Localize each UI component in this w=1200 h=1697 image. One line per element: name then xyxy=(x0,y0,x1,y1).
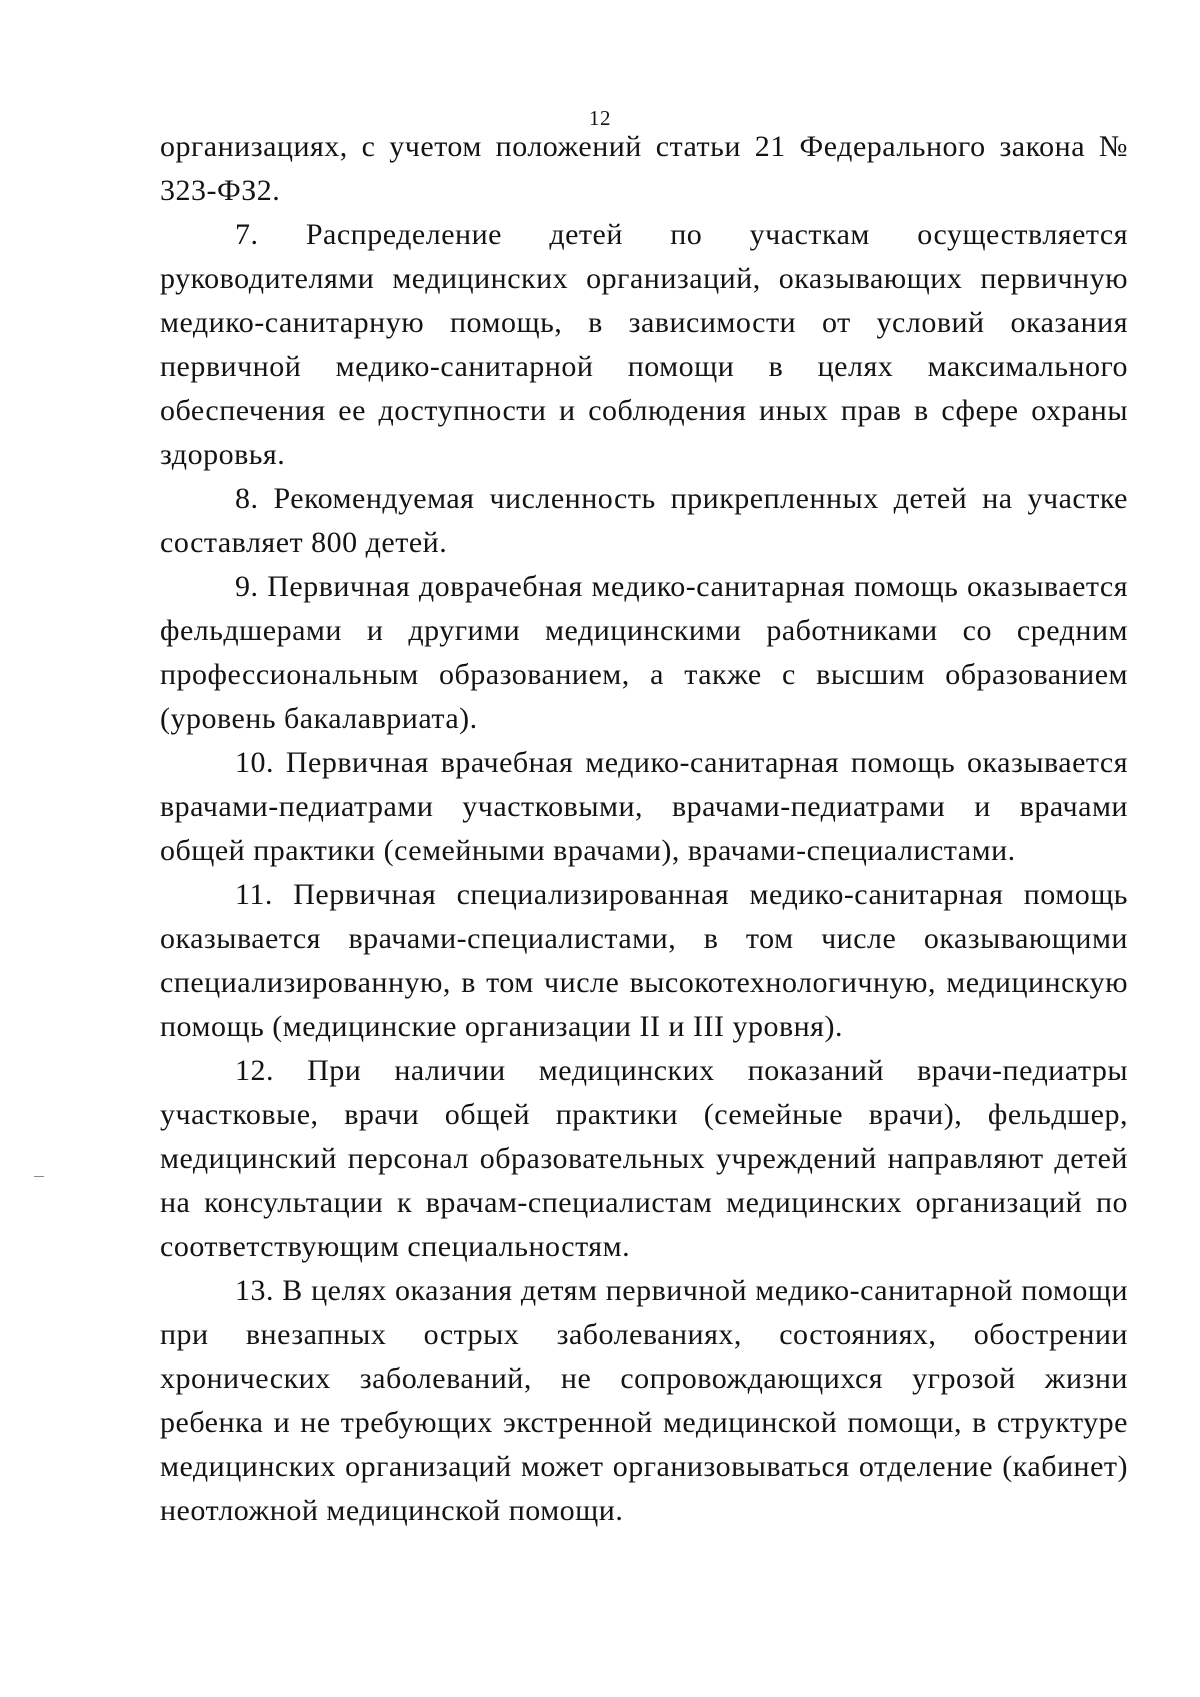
document-body xyxy=(160,125,1128,1533)
paragraph-item-13: 13. В целях оказания детям первичной медико-санитарной помощи при внезапных острых заболеваниях, состояниях, обострении хронических заболеваний, не сопровождающихся угрозой жизни ребенка и не требующих экстренной медицинской помощи, в структуре медицинских организаций может организовываться отделение (кабинет) неотложной медицинской помощи. xyxy=(160,1274,1128,1527)
paragraph-item-9: 9. Первичная доврачебная медико-санитарная помощь оказывается фельдшерами и другими медицинскими работниками со средним профессиональным образованием, а также с высшим образованием (уровень бакалавриата). xyxy=(160,570,1128,735)
paragraph-item-10: 10. Первичная врачебная медико-санитарная помощь оказывается врачами-педиатрами участковыми, врачами-педиатрами и врачами общей практики (семейными врачами), врачами-специалистами. xyxy=(160,746,1128,867)
paragraph-item-12: 12. При наличии медицинских показаний врачи-педиатры участковые, врачи общей практики (семейные врачи), фельдшер, медицинский персонал образовательных учреждений направляют детей на консультации к врачам-специалистам медицинских организаций по соответствующим специальностям. xyxy=(160,1054,1128,1263)
paragraph-continuation: организациях, с учетом положений статьи 21 Федерального закона № 323-ФЗ2. xyxy=(160,130,1128,207)
scan-artifact-mark xyxy=(34,1176,44,1177)
paragraph-item-11: 11. Первичная специализированная медико-санитарная помощь оказывается врачами-специалистами, в том числе оказывающими специализированную, в том числе высокотехнологичную, медицинскую помощь (медицинские организации II и III уровня). xyxy=(160,878,1128,1043)
paragraph-item-7: 7. Распределение детей по участкам осуществляется руководителями медицинских организаций, оказывающих первичную медико-санитарную помощь, в зависимости от условий оказания первичной медико-санитарной помощи в целях максимального обеспечения ее доступности и соблюдения иных прав в сфере охраны здоровья. xyxy=(160,218,1128,471)
page-number: 12 xyxy=(589,106,611,130)
paragraph-item-8: 8. Рекомендуемая численность прикрепленных детей на участке составляет 800 детей. xyxy=(160,482,1128,559)
